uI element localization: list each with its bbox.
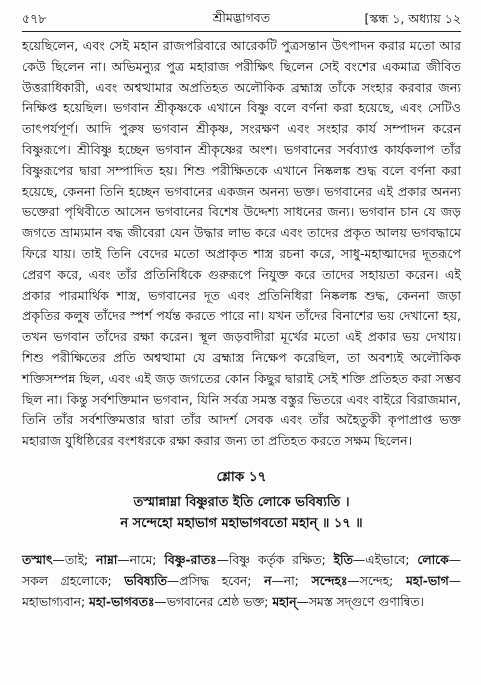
synonym-entry: তস্মাৎ—তাই; [22,552,89,567]
verse-heading: শ্লোক ১৭ [216,468,267,485]
purport-text [22,36,461,452]
synonym-meaning: ভগবানের শ্রেষ্ঠ ভক্ত; [166,594,269,609]
verse-line-1: তস্মান্নাম্না বিষ্ণুরাত ইতি লোকে ভবিষ্যতি । [133,494,350,510]
synonym-word: সন্দেহঃ [311,573,348,588]
canto-chapter-reference: [স্কন্ধ ১, অধ্যায় ১২ [364,11,461,26]
synonym-entry: ন—না; [264,573,299,588]
synonym-word: বিষ্ণু-রাতঃ [164,552,217,567]
header-rule [22,31,461,32]
synonym-entry: লোকে—সকল গ্রহলোকে; [22,552,461,588]
synonym-entry: সন্দেহঃ—সন্দেহ; [311,573,394,588]
running-title: শ্রীমদ্ভাগবত [212,10,271,25]
page-number: ৫৭৮ [22,11,47,26]
word-for-word-synonyms [22,550,461,613]
synonym-meaning: সকল গ্রহলোকে; [22,573,112,588]
synonym-entry: মহা-ভাগ—মহাভাগ্যবান; [22,573,461,609]
synonym-entry: মহান্‌—সমস্ত সদ্‌গুণে গুণান্বিত। [272,594,424,609]
synonym-meaning: মহাভাগ্যবান; [22,594,86,609]
verse-line-2: ন সন্দেহো মহাভাগ মহাভাগবতো মহান্‌ ॥ ১৭ ॥ [120,515,363,531]
synonym-meaning: তাই; [64,552,89,567]
synonym-word: ইতি [333,552,353,567]
synonym-word: মহা-ভাগবতঃ [89,594,155,609]
synonym-word: নাম্না [96,552,118,567]
synonym-word: লোকে [417,552,449,567]
synonym-meaning: সন্দেহ; [359,573,394,588]
synonym-entry: নাম্না—নামে; [96,552,157,567]
synonym-meaning: এইভাবে; [365,552,410,567]
synonym-meaning: বিষ্ণু কর্তৃক রক্ষিত; [228,552,326,567]
synonym-meaning: প্রসিদ্ধ হবেন; [179,573,252,588]
synonym-word: মহা-ভাগ [405,573,449,588]
synonym-entry: ইতি—এইভাবে; [333,552,410,567]
synonym-meaning: না; [283,573,299,588]
synonym-meaning: সমস্ত সদ্‌গুণে গুণান্বিত। [308,594,424,609]
synonym-word: মহান্‌ [272,594,297,609]
synonym-meaning: নামে; [129,552,157,567]
synonym-entry: ভবিষ্যতি—প্রসিদ্ধ হবেন; [124,573,252,588]
synonym-word: ভবিষ্যতি [124,573,167,588]
synonym-word: ন [264,573,272,588]
purport-paragraph: হয়েছিলেন, এবং সেই মহান রাজপরিবারে আরেকটি পুত্রসন্তান উৎপাদন করার মতো আর কেউ ছিলেন না। অভিমন্যুর পুত্র মহারাজ পরীক্ষিৎ ছিলেন সেই বংশের একমাত্র জীবিত উত্তরাধিকারী, এবং অশ্বত্থামার অপ্রতিহত অলৌকিক ব্রহ্মাস্ত্র তাঁকে সংহার করবার জন্য নিক্ষিপ্ত হয়েছিল। ভগবান শ্রীকৃষ্ণকে এখানে বিষ্ণু বলে বর্ণনা করা হয়েছে, এবং সেটিও তাৎপর্যপূর্ণ। আদি পুরুষ ভগবান শ্রীকৃষ্ণ, সংরক্ষণ এবং সংহার কার্য সম্পাদন করেন বিষ্ণুরূপে। শ্রীবিষ্ণু হচ্ছেন ভগবান শ্রীকৃষ্ণের অংশ। ভগবানের সর্বব্যাপ্ত কার্যকলাপ তাঁর বিষ্ণুরূপের দ্বারা সম্পাদিত হয়। শিশু পরীক্ষিতকে এখানে নিষ্কলঙ্ক শুদ্ধ বলে বর্ণনা করা হয়েছে, কেননা তিনি হচ্ছেন ভগবানের একজন অনন্য ভক্ত। ভগবানের এই প্রকার অনন্য ভক্তেরা পৃথিবীতে আসেন ভগবানের বিশেষ উদ্দেশ্য সাধনের জন্য। ভগবান চান যে জড় জগতে ভ্রাম্যমান বদ্ধ জীবেরা যেন উদ্ধার লাভ করে এবং তাদের প্রকৃত আলয় ভগবদ্ধামে ফিরে যায়। তাই তিনি বেদের মতো অপ্রাকৃত শাস্ত্র রচনা করে, সাধু-মহাত্মাদের দূতরূপে প্রেরণ করে, এবং তাঁর প্রতিনিধিকে গুরুরূপে নিযুক্ত করে তাদের সহায়তা করেন। এই প্রকার পারমার্থিক শাস্ত্র, ভগবানের দূত এবং প্রতিনিধিরা নিষ্কলঙ্ক শুদ্ধ, কেননা জড়া প্রকৃতির কলুষ তাঁদের স্পর্শ পর্যন্ত করতে পারে না। যখন তাঁদের বিনাশের ভয় দেখানো হয়, তখন ভগবান তাঁদের রক্ষা করেন। স্থূল জড়বাদীরা মূর্খের মতো এই প্রকার ভয় দেখায়। শিশু পরীক্ষিতের প্রতি অশ্বত্থামা যে ব্রহ্মাস্ত্র নিক্ষেপ করেছিল, তা অবশ্যই অলৌকিক শক্তিসম্পন্ন ছিল, এবং এই জড় জগতের কোন কিছুর দ্বারাই সেই শক্তি প্রতিহত করা সম্ভব ছিল না। কিন্তু সর্বশক্তিমান ভগবান, যিনি সর্বত্র সমস্ত বস্তুর ভিতরে এবং বাইরে বিরাজমান, তিনি তাঁর সর্বশক্তিমত্তার দ্বারা তাঁর আদর্শ সেবক এবং তাঁর অহৈতুকী কৃপাপ্রাপ্ত ভক্ত মহারাজ যুধিষ্ঠিরের বংশধরকে রক্ষা করার জন্য তা প্রতিহত করতে সক্ষম ছিলেন। [22,38,461,449]
synonym-entry: মহা-ভাগবতঃ—ভগবানের শ্রেষ্ঠ ভক্ত; [89,594,269,609]
synonym-entry: বিষ্ণু-রাতঃ—বিষ্ণু কর্তৃক রক্ষিত; [164,552,326,567]
synonym-word: তস্মাৎ [22,552,53,567]
page-header [22,0,461,34]
